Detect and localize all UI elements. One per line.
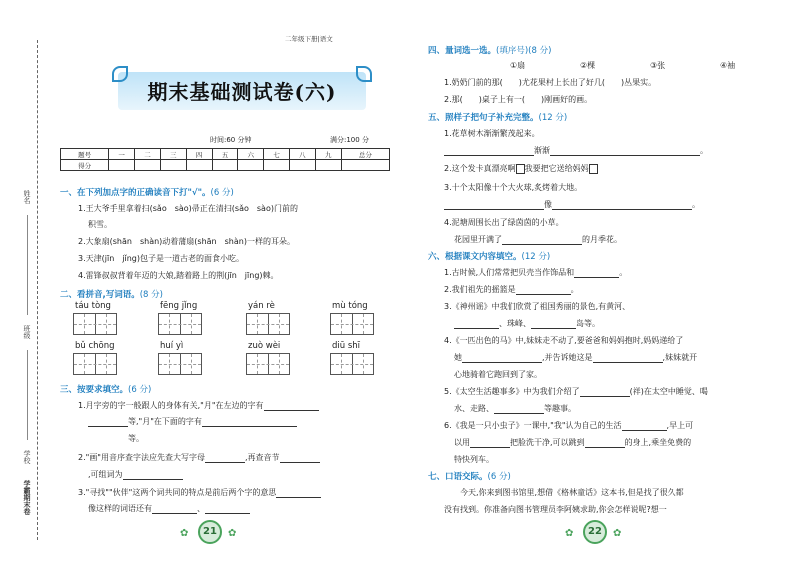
option-item: ③张 — [650, 61, 666, 70]
s5-q2: 2.这个发卡真漂亮啊 我要把它送给妈妈 — [444, 163, 598, 174]
s3-q3b: 像这样的词语还有 、 — [88, 503, 250, 514]
s6-q4b: 她 ,并告诉她这是 ,妹妹就开 — [454, 353, 698, 362]
section-4-title: 四、量词选一选。(填序号)(8 分) — [428, 46, 552, 56]
flower-icon: ✿ — [613, 528, 622, 539]
pinyin-label: táu tòng — [75, 301, 111, 311]
pinyin-label: huí yì — [160, 341, 184, 351]
score-input-cell[interactable] — [186, 160, 212, 171]
section-6-title: 六、根据课文内容填空。(12 分) — [428, 252, 551, 262]
s3-q1b: 等,"月"在下面的字有 — [88, 416, 297, 427]
answer-blank[interactable] — [280, 454, 320, 463]
s3-q1c: 等。 — [128, 434, 144, 443]
score-input-cell[interactable] — [315, 160, 341, 171]
answer-blank[interactable] — [470, 439, 510, 448]
flower-icon: ✿ — [228, 528, 237, 539]
answer-blank[interactable] — [622, 422, 667, 431]
answer-blank[interactable] — [494, 405, 544, 414]
s5-q3b: 像 。 — [444, 199, 700, 210]
answer-blank[interactable] — [574, 269, 619, 278]
s3-q3a: 3."寻找""伙伴"这两个词共同的特点是前后两个字的意思 — [78, 487, 321, 498]
binding-strip — [18, 40, 38, 540]
s6-q4a: 4.《一匹出色的马》中,妹妹走不动了,要爸爸和妈妈抱时,妈妈递给了 — [444, 336, 684, 345]
writing-grid[interactable] — [330, 313, 374, 335]
score-input-cell[interactable] — [341, 160, 389, 171]
s5-q4b: 花园里开满了 的月季花。 — [454, 235, 622, 244]
score-header-cell: 三 — [160, 149, 186, 160]
writing-grid[interactable] — [246, 313, 290, 335]
s1-q2: 2.大象扇(shān shàn)动着蒲扇(shān shàn)一样的耳朵。 — [78, 237, 295, 246]
answer-blank[interactable] — [202, 418, 297, 427]
s5-q3a: 3.十个太阳像十个大火球,炙烤着大地。 — [444, 183, 583, 192]
option-item: ④袖 — [720, 61, 736, 70]
answer-blank[interactable] — [550, 147, 700, 156]
score-input-cell[interactable] — [238, 160, 264, 171]
s6-q5c: 水、走路、 等趣事。 — [454, 404, 576, 413]
answer-blank[interactable] — [516, 286, 571, 295]
s5-q1a: 1.花草树木渐渐繁茂起来。 — [444, 129, 540, 138]
s6-q2: 2.我们祖先的摇篮是 。 — [444, 285, 579, 294]
answer-blank[interactable] — [552, 201, 692, 210]
score-header-cell: 二 — [135, 149, 161, 160]
answer-blank[interactable] — [462, 354, 542, 363]
s1-q1a: 1.王大爷手里拿着扫(sǎo sào)帚正在清扫(sǎo sào)门前的 — [78, 204, 298, 213]
writing-grid[interactable] — [158, 353, 202, 375]
score-input-cell[interactable] — [135, 160, 161, 171]
title-banner — [118, 72, 366, 110]
s6-q6c: 以用 把脸洗干净,可以跳到 的身上,乘坐免费的 — [454, 438, 692, 447]
pinyin-label: zuò wèi — [248, 341, 281, 351]
section-7-title: 七、口语交际。(6 分) — [428, 472, 511, 482]
punct-box[interactable] — [589, 164, 598, 174]
s6-q1: 1.古时候,人们常常把贝壳当作饰品和 。 — [444, 268, 628, 277]
answer-blank[interactable] — [123, 471, 183, 480]
section-5-title: 五、照样子把句子补充完整。(12 分) — [428, 113, 568, 123]
right-page — [400, 0, 794, 562]
answer-blank[interactable] — [205, 505, 250, 514]
name-label: 姓名 — [23, 190, 31, 204]
answer-blank[interactable] — [531, 320, 576, 329]
school-label: 学校 — [23, 450, 31, 464]
score-label-cell: 得分 — [61, 160, 109, 171]
score-header-cell: 九 — [315, 149, 341, 160]
time-limit: 时间:60 分钟 — [210, 136, 252, 144]
score-input-cell[interactable] — [290, 160, 316, 171]
answer-blank[interactable] — [454, 320, 499, 329]
score-header-cell: 五 — [212, 149, 238, 160]
answer-blank[interactable] — [264, 402, 319, 411]
section-1-title: 一、在下列加点字的正确读音下打"√"。(6 分) — [60, 188, 234, 198]
s6-q6f: 特快列车。 — [454, 455, 494, 464]
score-header-cell: 六 — [238, 149, 264, 160]
answer-blank[interactable] — [502, 236, 582, 245]
s7-p2: 没有找到。你准备向图书管理员李阿姨求助,你会怎样说呢?想一 — [444, 505, 667, 514]
full-score: 满分:100 分 — [330, 136, 369, 144]
s1-q1b: 积雪。 — [88, 220, 112, 229]
score-input-cell[interactable] — [160, 160, 186, 171]
punct-box[interactable] — [516, 164, 525, 174]
s3-q2a: 2."画"用音序查字法应先查大写字母 ,再查音节 — [78, 452, 320, 463]
s5-q4a: 4.泥塘周围长出了绿茵茵的小草。 — [444, 218, 564, 227]
s3-q1a: 1.月字旁的字一般跟人的身体有关,"月"在左边的字有 — [78, 400, 319, 411]
score-header-cell: 八 — [290, 149, 316, 160]
score-input-cell[interactable] — [109, 160, 135, 171]
score-header-cell: 四 — [186, 149, 212, 160]
answer-blank[interactable] — [276, 489, 321, 498]
score-header-cell: 七 — [264, 149, 290, 160]
writing-grid[interactable] — [158, 313, 202, 335]
s5-q1b: 渐渐 。 — [444, 145, 708, 156]
answer-blank[interactable] — [585, 439, 625, 448]
score-header-cell: 一 — [109, 149, 135, 160]
grade-subject: 二年级下册|语文 — [285, 35, 333, 43]
s1-q4: 4.雷锋叔叔背着年迈的大娘,踏着路上的荆(jīn jīng)棘。 — [78, 271, 279, 280]
flower-icon: ✿ — [565, 528, 574, 539]
brand-label: 学霸期末卷 — [23, 480, 31, 515]
s6-q6a: 6.《我是一只小虫子》一课中,"我"认为自己的生活 ,早上可 — [444, 421, 694, 430]
score-header-cell: 题号 — [61, 149, 109, 160]
s4-q2: 2.那( )桌子上有一( )刚画好的画。 — [444, 95, 593, 104]
answer-blank[interactable] — [593, 354, 663, 363]
pinyin-label: yán rè — [248, 301, 275, 311]
pinyin-label: bǔ chōng — [75, 341, 115, 351]
option-item: ①扇 — [510, 61, 526, 70]
pinyin-label: diū shī — [332, 341, 361, 351]
section-3-title: 三、按要求填空。(6 分) — [60, 385, 152, 395]
score-table — [60, 148, 390, 171]
score-input-cell[interactable] — [212, 160, 238, 171]
s1-q3: 3.天津(jīn jǐng)包子是一道古老的面食小吃。 — [78, 254, 244, 263]
answer-blank[interactable] — [205, 454, 245, 463]
writing-grid[interactable] — [246, 353, 290, 375]
flower-icon: ✿ — [180, 528, 189, 539]
s3-q2c: ,可组词为 — [88, 469, 183, 480]
option-item: ②棵 — [580, 61, 596, 70]
s7-p1: 今天,你来到图书馆里,想借《格林童话》这本书,但是找了很久都 — [460, 488, 684, 497]
s6-q5a: 5.《太空生活趣事多》中为我们介绍了 (祥)在太空中睡觉、喝 — [444, 387, 708, 396]
s6-q3a: 3.《神州谣》中我们欣赏了祖国秀丽的景色,有黄河、 — [444, 302, 631, 311]
score-header-cell: 总分 — [341, 149, 389, 160]
answer-blank[interactable] — [444, 147, 534, 156]
answer-blank[interactable] — [444, 201, 544, 210]
section-2-title: 二、看拼音,写词语。(8 分) — [60, 290, 163, 300]
s6-q3b: 、珠峰、 岛等。 — [454, 318, 600, 329]
class-label: 班级 — [23, 325, 31, 339]
pinyin-label: fēng jǐng — [160, 301, 198, 311]
s4-q1: 1.奶奶门前的那( )尤花果村上长出了好几( )丛果实。 — [444, 78, 657, 87]
writing-grid[interactable] — [73, 353, 117, 375]
pinyin-label: mù tóng — [332, 301, 368, 311]
answer-blank[interactable] — [88, 418, 128, 427]
writing-grid[interactable] — [73, 313, 117, 335]
s6-q4e: 心地骑着它跑回到了家。 — [454, 370, 542, 379]
writing-grid[interactable] — [330, 353, 374, 375]
answer-blank[interactable] — [152, 505, 197, 514]
score-input-cell[interactable] — [264, 160, 290, 171]
page-title: 期末基础测试卷(六) — [147, 80, 337, 104]
answer-blank[interactable] — [580, 388, 630, 397]
page-number-right: 22 — [583, 520, 607, 544]
page-number-left: 21 — [198, 520, 222, 544]
leaf-icon — [356, 66, 372, 82]
